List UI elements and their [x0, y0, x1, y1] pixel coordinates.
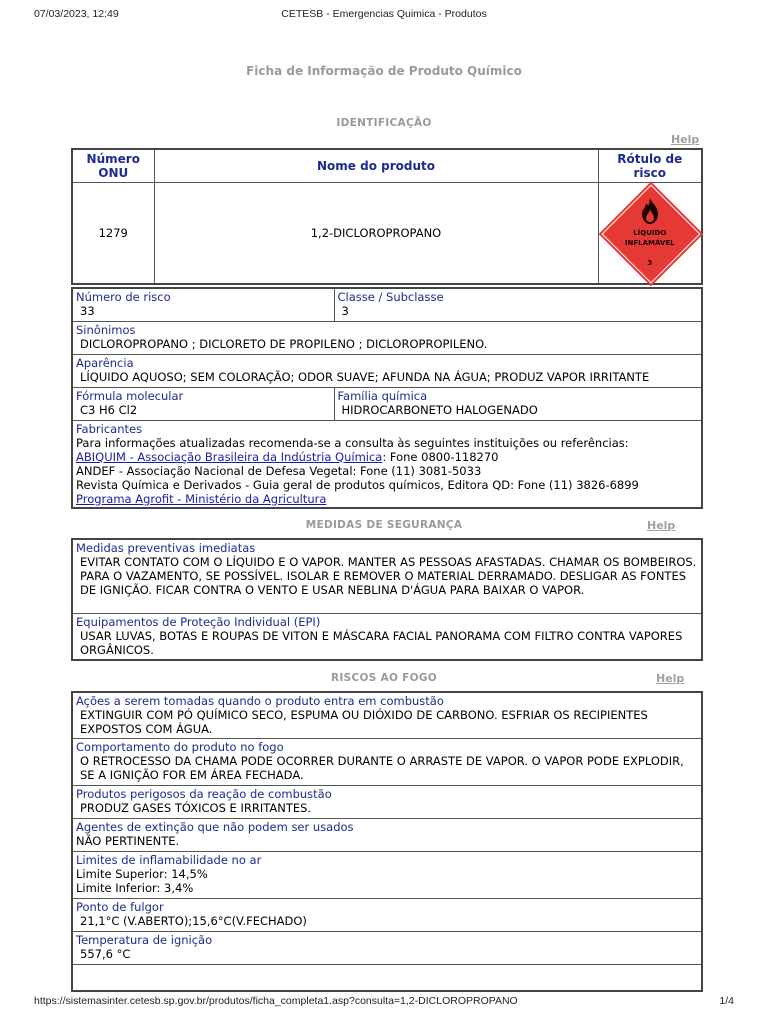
aparencia-label: Aparência: [76, 355, 134, 370]
print-footer: [0, 995, 768, 1011]
agentes-label: Agentes de extinção que não podem ser usados: [76, 819, 354, 834]
ignicao-value: 557,6 °C: [80, 946, 131, 961]
perigosos-cell: [72, 785, 702, 818]
help-link-seguranca[interactable]: Help: [647, 519, 676, 532]
fabricantes-intro: Para informações atualizadas recomenda-se a consulta às seguintes instituições ou referências:: [76, 435, 629, 450]
aparencia-cell: [72, 354, 702, 387]
fulgor-label: Ponto de fulgor: [76, 899, 164, 914]
help-link-fogo[interactable]: Help: [656, 672, 685, 685]
formula-cell: [72, 387, 334, 420]
perigosos-label: Produtos perigosos da reação de combustão: [76, 786, 332, 801]
epi-value: USAR LUVAS, BOTAS E ROUPAS DE VITON E MÁSCARA FACIAL PANORAMA COM FILTRO CONTRA VAPORES ORGÂNICOS.: [80, 628, 683, 657]
seguranca-table: [71, 538, 703, 661]
abiquim-link[interactable]: ABIQUIM - Associação Brasileira da Indústria Química: [76, 449, 383, 464]
familia-cell: [334, 387, 702, 420]
epi-cell: [72, 613, 702, 660]
acoes-cell: [72, 692, 702, 738]
page-title: Ficha de Informação de Produto Químico: [246, 64, 522, 78]
epi-label: Equipamentos de Proteção Individual (EPI): [76, 614, 321, 629]
comportamento-label: Comportamento do produto no fogo: [76, 739, 284, 754]
abiquim-phone: : Fone 0800-118270: [382, 449, 499, 464]
header-rotulo-risco: Rótulo de risco: [598, 149, 702, 182]
sinonimos-label: Sinônimos: [76, 322, 136, 337]
details-table: [71, 287, 703, 509]
agentes-value: NÃO PERTINENTE.: [76, 833, 180, 848]
section-title-seguranca: MEDIDAS DE SEGURANÇA: [305, 519, 463, 531]
comportamento-value: O RETROCESSO DA CHAMA PODE OCORRER DURANTE O ARRASTE DE VAPOR. O VAPOR PODE EXPLODIR, SE A IGNIÇÃO FOR EM ÁREA FECHADA.: [80, 753, 684, 782]
fulgor-cell: [72, 898, 702, 931]
classe-value: 3: [341, 304, 349, 318]
aparencia-value: LÍQUIDO AQUOSO; SEM COLORAÇÃO; ODOR SUAVE; AFUNDA NA ÁGUA; PRODUZ VAPOR IRRITANTE: [80, 369, 650, 384]
agrofit-line: [76, 492, 698, 506]
onu-number: 1279: [72, 182, 154, 284]
print-title: CETESB - Emergencias Quimica - Produtos: [281, 8, 487, 20]
fabricantes-cell: [72, 420, 702, 508]
limite-inferior: Limite Inferior: 3,4%: [76, 880, 194, 895]
header-nome-produto: Nome do produto: [154, 149, 598, 182]
next-field-cell-cut: [72, 964, 702, 991]
limites-label: Limites de inflamabilidade no ar: [76, 852, 262, 867]
print-header: [0, 8, 768, 24]
revista-line: Revista Química e Derivados - Guia geral de produtos químicos, Editora QD: Fone (11) 3826-6899: [76, 477, 639, 492]
placard-class-number: 3: [647, 258, 653, 267]
numero-risco-label: Número de risco: [76, 290, 171, 304]
abiquim-line: [76, 450, 698, 464]
familia-label: Família química: [337, 388, 428, 403]
ignicao-cell: [72, 931, 702, 964]
print-page-number: 1/4: [719, 995, 734, 1007]
section-title-fogo: RISCOS AO FOGO: [331, 672, 437, 684]
perigosos-value: PRODUZ GASES TÓXICOS E IRRITANTES.: [80, 800, 312, 815]
flame-icon: [638, 197, 662, 225]
agentes-cell: [72, 818, 702, 851]
sinonimos-cell: [72, 321, 702, 354]
numero-risco-value: 33: [80, 304, 95, 318]
comportamento-cell: [72, 738, 702, 785]
product-name: 1,2-DICLOROPROPANO: [154, 182, 598, 284]
classe-label: Classe / Subclasse: [337, 290, 444, 304]
section-title-identificacao: IDENTIFICAÇÃO: [336, 117, 432, 129]
fabricantes-label: Fabricantes: [76, 421, 143, 436]
header-numero-onu: Número ONU: [72, 149, 154, 182]
agrofit-link[interactable]: Programa Agrofit - Ministério da Agricultura: [76, 491, 327, 506]
placard-text-1: LÍQUIDO: [633, 228, 667, 237]
help-link-identificacao[interactable]: Help: [671, 133, 700, 146]
print-url: https://sistemasinter.cetesb.sp.gov.br/produtos/ficha_completa1.asp?consulta=1,2-DICLOROPROPANO: [34, 995, 518, 1007]
familia-value: HIDROCARBONETO HALOGENADO: [341, 402, 538, 417]
andef-line: ANDEF - Associação Nacional de Defesa Vegetal: Fone (11) 3081-5033: [76, 463, 482, 478]
placard-text-2: INFLAMÁVEL: [624, 238, 675, 247]
sinonimos-value: DICLOROPROPANO ; DICLORETO DE PROPILENO ; DICLOROPROPILENO.: [80, 336, 488, 351]
preventivas-value: EVITAR CONTATO COM O LÍQUIDO E O VAPOR. MANTER AS PESSOAS AFASTADAS. CHAMAR OS BOMBEIROS. PARA O VAZAMENTO, SE POSSÍVEL. ISOLAR E REMOVER O MATERIAL DERRAMADO. DESLIGAR AS FONTES DE IGNIÇÃO. FICAR CONTRA O VENTO E USAR NEBLINA D'ÁGUA PARA BAIXAR O VAPOR.: [80, 555, 697, 597]
classe-cell: [334, 288, 702, 321]
print-date: 07/03/2023, 12:49: [34, 8, 119, 20]
acoes-value: EXTINGUIR COM PÓ QUÍMICO SECO, ESPUMA OU DIÓXIDO DE CARBONO. ESFRIAR OS RECIPIENTES EXPOSTOS COM ÁGUA.: [80, 708, 648, 736]
formula-label: Fórmula molecular: [76, 388, 184, 403]
preventivas-label: Medidas preventivas imediatas: [76, 541, 256, 555]
fogo-table: [71, 691, 703, 992]
ignicao-label: Temperatura de ignição: [76, 932, 213, 947]
preventivas-cell: [72, 539, 702, 613]
flammable-liquid-placard-icon: [602, 185, 698, 281]
hazard-label-cell: [598, 182, 702, 284]
acoes-label: Ações a serem tomadas quando o produto entra em combustão: [76, 694, 444, 708]
formula-value: C3 H6 Cl2: [80, 402, 138, 417]
numero-risco-cell: [72, 288, 334, 321]
limite-superior: Limite Superior: 14,5%: [76, 866, 208, 881]
identification-table: [71, 148, 703, 285]
limites-cell: [72, 851, 702, 898]
fulgor-value: 21,1°C (V.ABERTO);15,6°C(V.FECHADO): [80, 913, 307, 928]
